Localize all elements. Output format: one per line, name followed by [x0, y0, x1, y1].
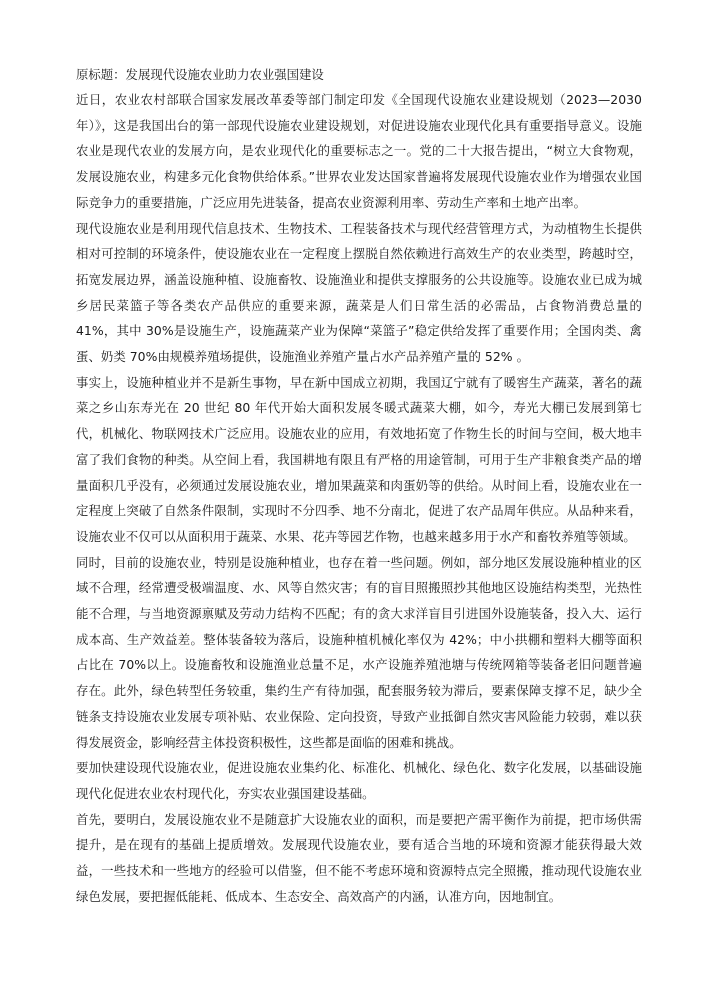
paragraph-2: 现代设施农业是利用现代信息技术、生物技术、工程装备技术与现代经营管理方式，为动植物生长提供相对可控制的环境条件，使设施农业在一定程度上摆脱自然依赖进行高效生产的农业类型，跨越时空，拓宽发展边界，涵盖设施种植、设施畜牧、设施渔业和提供支撑服务的公共设施等。设施农业已成为城乡居民菜篮子等各类农产品供应的重要来源，蔬菜是人们日常生活的必需品，占食物消费总量的 41%，其中 30%是设施生产，设施蔬菜产业为保障“菜篮子”稳定供给发挥了重要作用；全国肉类、禽蛋、奶类 70%由规模养殖场提供，设施渔业养殖产量占水产品养殖产量的 52% 。 [76, 220, 642, 365]
paragraph-4: 同时，目前的设施农业，特别是设施种植业，也存在着一些问题。例如，部分地区发展设施种植业的区域不合理，经常遭受极端温度、水、风等自然灾害；有的盲目照搬照抄其他地区设施结构类型，光热性能不合理，与当地资源禀赋及劳动力结构不匹配；有的贪大求洋盲目引进国外设施装备，投入大、运行成本高、生产效益差。整体装备较为落后，设施种植机械化率仅为 42%；中小拱棚和塑料大棚等面积占比在 70%以上。设施畜牧和设施渔业总量不足，水产设施养殖池塘与传统网箱等装备老旧问题普遍存在。此外，绿色转型任务较重，集约生产有待加强，配套服务较为滞后，要素保障支撑不足，缺少全链条支持设施农业发展专项补贴、农业保险、定向投资，导致产业抵御自然灾害风险能力较弱，难以获得发展资金，影响经营主体投资积极性，这些都是面临的困难和挑战。 [76, 554, 642, 750]
article-title: 原标题：发展现代设施农业助力农业强国建设 [76, 67, 324, 82]
paragraph-1: 近日，农业农村部联合国家发展改革委等部门制定印发《全国现代设施农业建设规划（2023—2030年）》，这是我国出台的第一部现代设施农业建设规划，对促进设施农业现代化具有重要指导意义。设施农业是现代农业的发展方向，是农业现代化的重要标志之一。党的二十大报告提出，“树立大食物观，发展设施农业，构建多元化食物供给体系。”世界农业发达国家普遍将发展现代设施农业作为增强农业国际竞争力的重要措施，广泛应用先进装备，提高农业资源利用率、劳动生产率和土地产出率。 [76, 92, 642, 210]
paragraph-3: 事实上，设施种植业并不是新生事物，早在新中国成立初期，我国辽宁就有了暖窖生产蔬菜，著名的蔬菜之乡山东寿光在 20 世纪 80 年代开始大面积发展冬暖式蔬菜大棚，如今，寿光大棚已发展到第七代，机械化、物联网技术广泛应用。设施农业的应用，有效地拓宽了作物生长的时间与空间，极大地丰富了我们食物的种类。从空间上看，我国耕地有限且有严格的用途管制，可用于生产非粮食类产品的增量面积几乎没有，必须通过发展设施农业，增加果蔬菜和肉蛋奶等的供给。从时间上看，设施农业在一定程度上突破了自然条件限制，实现时不分四季、地不分南北，促进了农产品周年供应。从品种来看，设施农业不仅可以从面积用于蔬菜、水果、花卉等园艺作物，也越来越多用于水产和畜牧养殖等领域。 [76, 374, 642, 544]
paragraph-5: 要加快建设现代设施农业，促进设施农业集约化、标准化、机械化、绿色化、数字化发展，以基础设施现代化促进农业农村现代化，夯实农业强国建设基础。 [76, 760, 642, 801]
article-page [76, 62, 642, 910]
paragraph-6: 首先，要明白，发展设施农业不是随意扩大设施农业的面积，而是要把产需平衡作为前提，把市场供需提升，是在现有的基础上提质增效。发展现代设施农业，要有适合当地的环境和资源才能获得最大效益，一些技术和一些地方的经验可以借鉴，但不能不考虑环境和资源特点完全照搬，推动现代设施农业绿色发展，要把握低能耗、低成本、生态安全、高效高产的内涵，认准方向，因地制宜。 [76, 811, 642, 904]
